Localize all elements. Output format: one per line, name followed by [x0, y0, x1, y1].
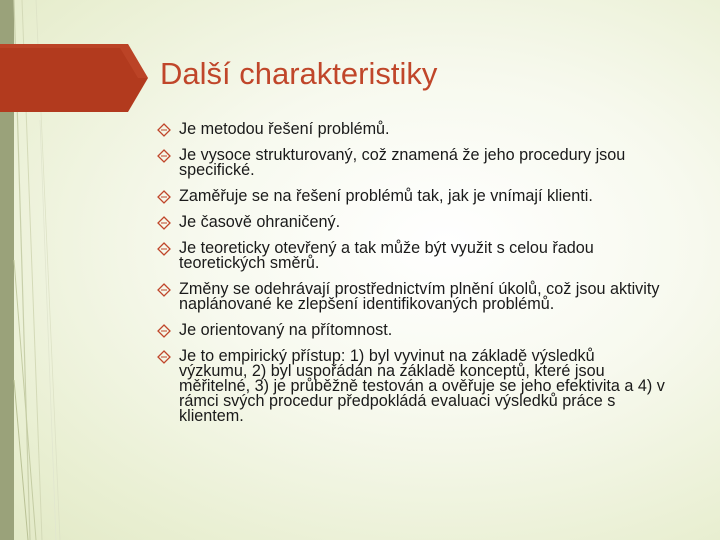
diamond-arrow-bullet-icon — [157, 216, 171, 230]
bullet-item — [157, 189, 667, 204]
bullet-item — [157, 122, 667, 137]
diamond-arrow-bullet-icon — [157, 242, 171, 256]
diamond-arrow-bullet-icon — [157, 190, 171, 204]
diamond-arrow-bullet-icon — [157, 149, 171, 163]
bullet-item — [157, 241, 667, 271]
bullet-item — [157, 215, 667, 230]
slide-title: Další charakteristiky — [160, 56, 438, 91]
bullet-text: Je vysoce strukturovaný, což znamená že jeho procedury jsou specifické. — [179, 146, 626, 179]
bullet-item — [157, 282, 667, 312]
bullet-text: Je metodou řešení problémů. — [179, 120, 390, 138]
bullet-text: Změny se odehrávají prostřednictvím plnění úkolů, což jsou aktivity naplánované ke zlepšení identifikovaných problémů. — [179, 280, 660, 313]
bullet-item — [157, 148, 667, 178]
bullet-text: Je teoreticky otevřený a tak může být využit s celou řadou teoretických směrů. — [179, 239, 594, 272]
diamond-arrow-bullet-icon — [157, 123, 171, 137]
bullet-text: Je orientovaný na přítomnost. — [179, 321, 393, 339]
diamond-arrow-bullet-icon — [157, 324, 171, 338]
title-tab-shape — [0, 44, 148, 112]
bullet-text: Zaměřuje se na řešení problémů tak, jak je vnímají klienti. — [179, 187, 593, 205]
diamond-arrow-bullet-icon — [157, 283, 171, 297]
diamond-arrow-bullet-icon — [157, 350, 171, 364]
bullet-item — [157, 349, 667, 424]
bullet-list — [157, 122, 667, 435]
bullet-text: Je to empirický přístup: 1) byl vyvinut na základě výsledků výzkumu, 2) byl uspořádán na základě konceptů, které jsou měřitelné, 3) je průběžně testován a ověřuje se jeho efektivita a 4) v rámci svých procedur předpokládá evaluaci výsledků práce s klientem. — [179, 347, 665, 425]
bullet-text: Je časově ohraničený. — [179, 213, 341, 231]
bullet-item — [157, 323, 667, 338]
